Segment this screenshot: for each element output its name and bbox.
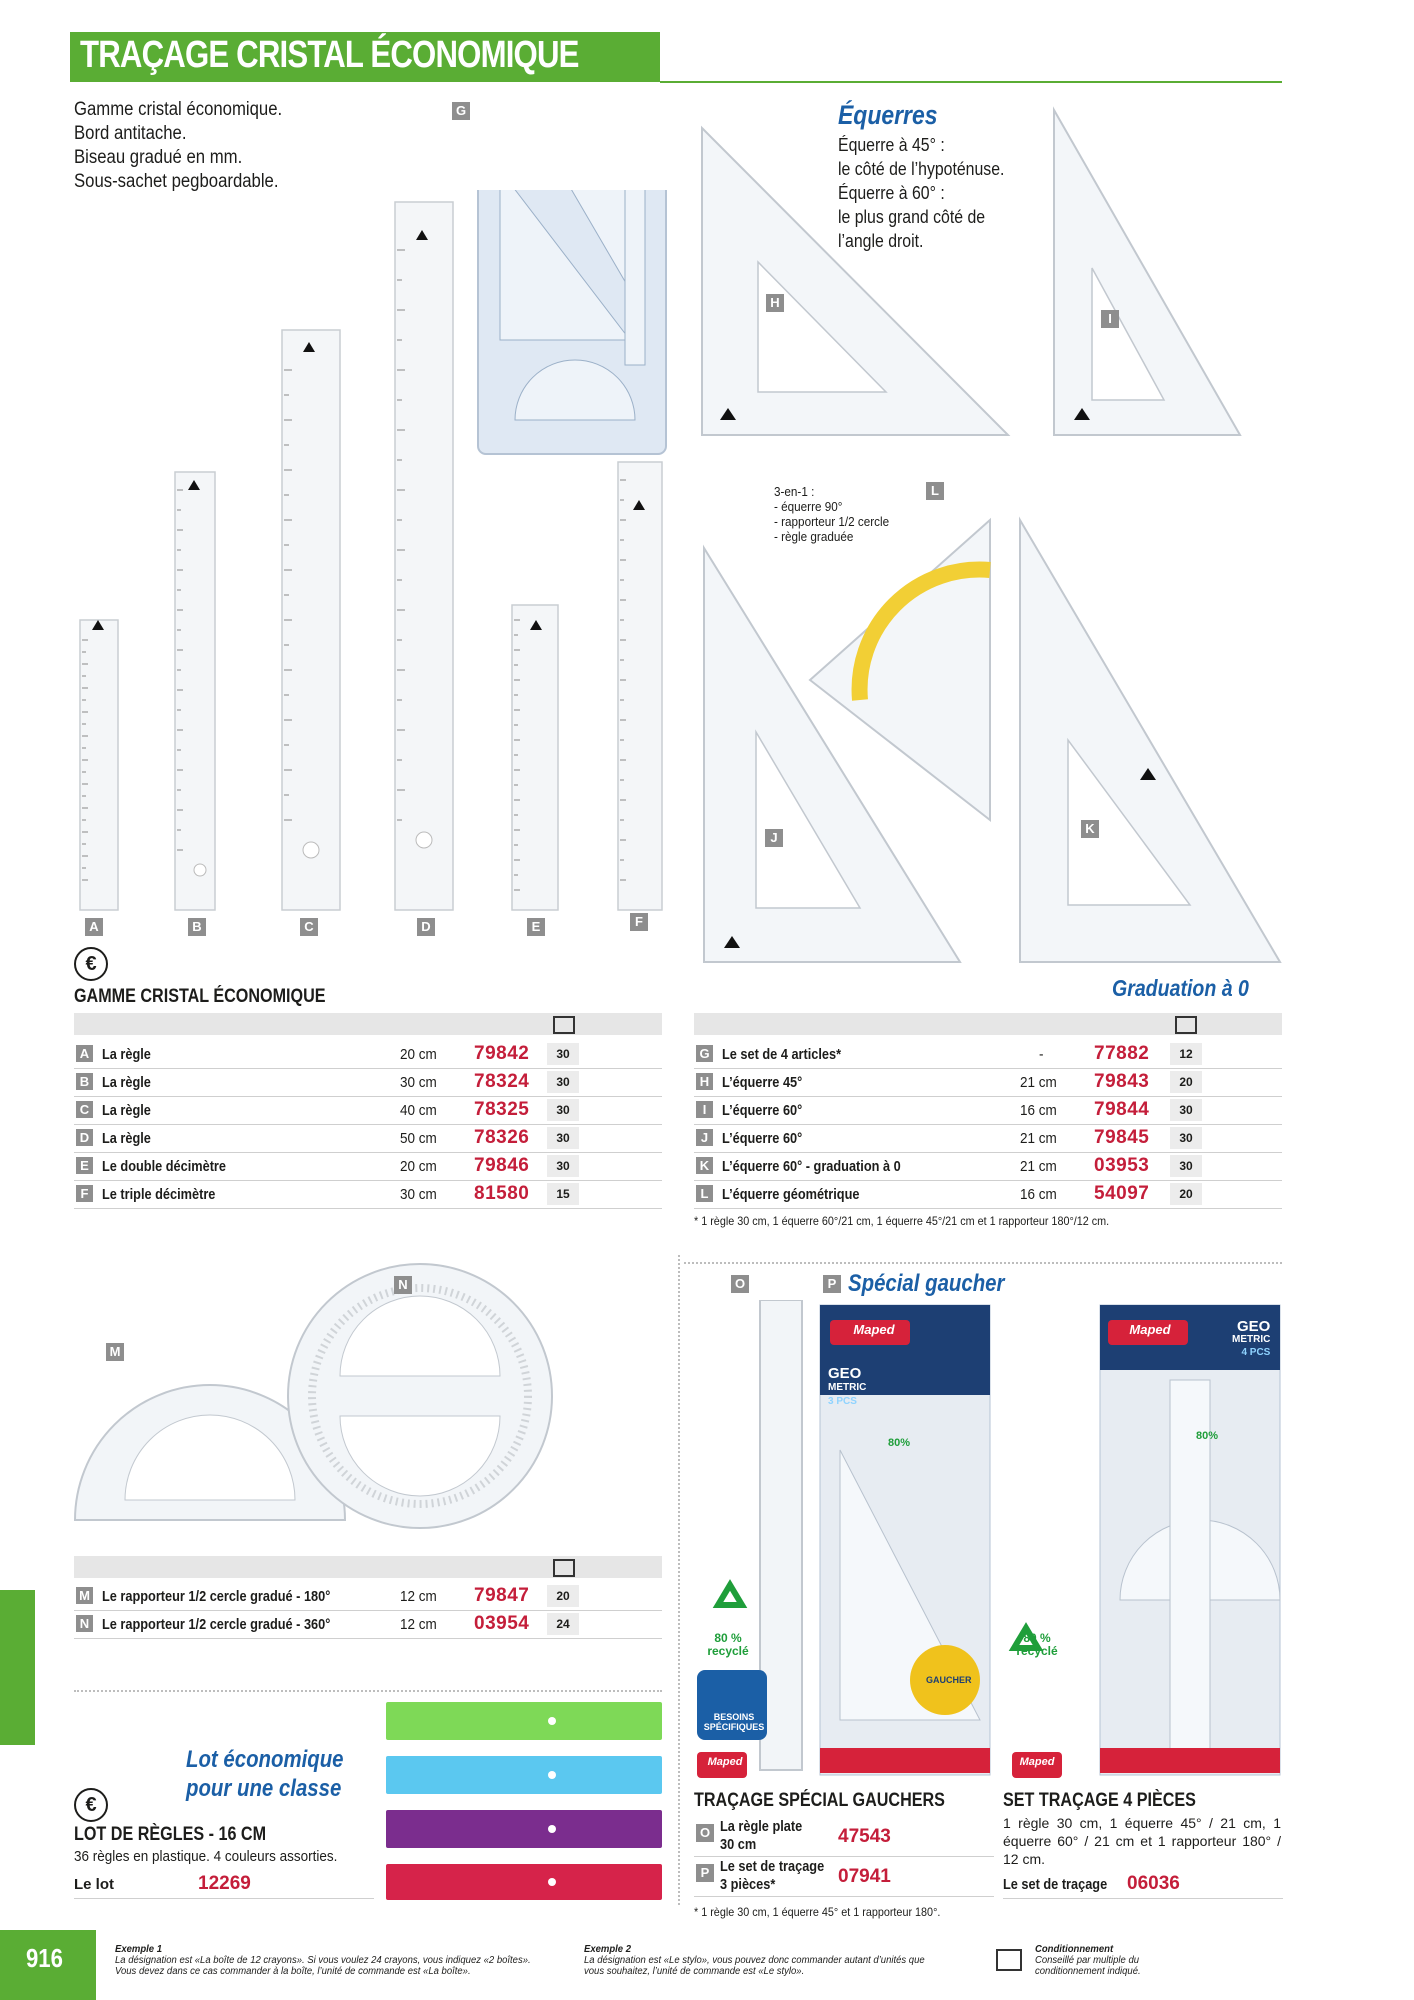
row-label: Le triple décimètre xyxy=(102,1186,216,1203)
row-size: 21 cm xyxy=(1020,1158,1057,1175)
row-label: La règle xyxy=(102,1102,151,1119)
equerres-line: l’angle droit. xyxy=(838,231,924,251)
row-size: 30 cm xyxy=(400,1074,437,1091)
pct80-badge: 80% xyxy=(1196,1430,1219,1442)
euro-icon: € xyxy=(74,947,108,981)
row-size: 21 cm xyxy=(1020,1130,1057,1147)
row-letter: M xyxy=(76,1587,93,1604)
lot-label: Le lot xyxy=(74,1876,114,1893)
intro-line: Biseau gradué en mm. xyxy=(74,147,243,168)
row-label-line: 3 pièces* xyxy=(720,1876,776,1893)
row-qty: 30 xyxy=(547,1043,579,1065)
graduation-note: * 1 règle 30 cm, 1 équerre 60°/21 cm, 1 équerre 45°/21 cm et 1 rapporteur 180°/12 cm. xyxy=(694,1214,1110,1228)
row-size: 12 cm xyxy=(400,1616,437,1633)
row-code: 79842 xyxy=(474,1043,530,1064)
rapporteurs-table xyxy=(74,1582,662,1642)
tagline-line: Lot économique xyxy=(186,1746,344,1773)
page-number: 916 xyxy=(26,1943,63,1973)
table-row xyxy=(74,1124,662,1153)
row-qty: 20 xyxy=(1170,1183,1202,1205)
equerres-desc xyxy=(838,133,1004,253)
equerres-block xyxy=(838,100,1027,253)
row-letter: G xyxy=(696,1045,713,1062)
recycle-line: 80 % xyxy=(714,1631,742,1645)
caption-line: 3-en-1 : xyxy=(774,484,815,499)
row-letter: D xyxy=(76,1129,93,1146)
recycle-line: 80 % xyxy=(1023,1631,1051,1645)
photo-label-d: D xyxy=(417,918,435,936)
footer-title: Exemple 1 xyxy=(115,1944,163,1955)
caption-line: - équerre 90° xyxy=(774,499,843,514)
gaucher-note: * 1 règle 30 cm, 1 équerre 45° et 1 rapporteur 180°. xyxy=(694,1905,941,1919)
row-size: 40 cm xyxy=(400,1102,437,1119)
ruler-e xyxy=(512,605,558,910)
row-label: La règle xyxy=(102,1074,151,1091)
row-letter: A xyxy=(76,1045,93,1062)
row-letter: P xyxy=(696,1864,714,1882)
ruler-green xyxy=(386,1702,662,1740)
pct80-badge: 80% xyxy=(888,1437,911,1449)
row-label: Le rapporteur 1/2 cercle gradué - 180° xyxy=(102,1588,331,1605)
row-letter: F xyxy=(76,1185,93,1202)
table-row xyxy=(694,1040,1282,1069)
page-title: TRAÇAGE CRISTAL ÉCONOMIQUE xyxy=(80,34,579,76)
maped-photo xyxy=(690,1300,1290,1778)
table-row xyxy=(694,1096,1282,1125)
ruler-cyan xyxy=(386,1756,662,1794)
row-size: 21 cm xyxy=(1020,1074,1057,1091)
row-code: 79844 xyxy=(1094,1099,1150,1120)
row-qty: 15 xyxy=(547,1183,579,1205)
row-letter: B xyxy=(76,1073,93,1090)
row-label: La règle xyxy=(102,1046,151,1063)
maped-logo: Maped xyxy=(707,1756,743,1768)
row-size: 12 cm xyxy=(400,1588,437,1605)
gamme-table xyxy=(74,1040,662,1210)
photo-label-k: K xyxy=(1081,820,1099,838)
photo-label-i: I xyxy=(1101,310,1119,328)
divider xyxy=(678,1255,680,1905)
row-letter: N xyxy=(76,1615,93,1632)
row-label xyxy=(720,1858,824,1894)
maped-logo: Maped xyxy=(1129,1322,1171,1337)
geo-metric-logo xyxy=(1232,1320,1270,1359)
divider xyxy=(74,1690,662,1692)
footer-example-2 xyxy=(584,1944,925,1977)
footer-example-1 xyxy=(115,1944,531,1977)
divider xyxy=(684,1262,1282,1264)
geo-line: METRIC xyxy=(828,1382,867,1393)
table-row xyxy=(74,1068,662,1097)
row-label: L’équerre 60° xyxy=(722,1130,803,1147)
row-size: 16 cm xyxy=(1020,1102,1057,1119)
gaucher-table xyxy=(694,1818,994,1898)
ruler-b xyxy=(175,472,215,910)
photo-label-b: B xyxy=(188,918,206,936)
geo-line: GEO xyxy=(1237,1318,1271,1335)
table-row xyxy=(74,1610,662,1639)
row-letter: O xyxy=(696,1824,714,1842)
maped-logo: Maped xyxy=(1019,1756,1055,1768)
rulers-photo xyxy=(60,190,680,950)
caption-line: - rapporteur 1/2 cercle xyxy=(774,514,890,529)
row-qty: 30 xyxy=(547,1127,579,1149)
row-size: - xyxy=(1039,1046,1044,1063)
row-qty: 30 xyxy=(1170,1099,1202,1121)
equerres-line: Équerre à 60° : xyxy=(838,183,945,203)
caption-line: - règle graduée xyxy=(774,529,854,544)
graduation-heading: Graduation à 0 xyxy=(1112,975,1249,1001)
row-letter: L xyxy=(696,1185,713,1202)
needs-badge xyxy=(699,1712,769,1732)
three-in-one-caption xyxy=(774,484,889,544)
table-row xyxy=(694,1858,994,1897)
photo-label-o: O xyxy=(731,1275,749,1293)
row-label: L’équerre 45° xyxy=(722,1074,803,1091)
row-code: 03953 xyxy=(1094,1155,1150,1176)
photo-label-c: C xyxy=(300,918,318,936)
row-size: 20 cm xyxy=(400,1158,437,1175)
row-code: 79847 xyxy=(474,1585,530,1606)
table-row xyxy=(74,1180,662,1209)
row-label: Le double décimètre xyxy=(102,1158,226,1175)
ruler-red xyxy=(386,1864,662,1900)
row-code: 78325 xyxy=(474,1099,530,1120)
footer-line: conditionnement indiqué. xyxy=(1035,1966,1141,1977)
footer-line: Conseillé par multiple du xyxy=(1035,1955,1140,1966)
row-label: Le rapporteur 1/2 cercle gradué - 360° xyxy=(102,1616,331,1633)
recycle-badge xyxy=(703,1632,753,1658)
gamme-title: GAMME CRISTAL ÉCONOMIQUE xyxy=(74,986,326,1007)
row-letter: C xyxy=(76,1101,93,1118)
footer-line: La désignation est «La boîte de 12 crayons». Si vous voulez 24 crayons, vous indiquez «2 boîtes». xyxy=(115,1955,531,1966)
row-code: 77882 xyxy=(1094,1043,1150,1064)
gaucher-title: TRAÇAGE SPÉCIAL GAUCHERS xyxy=(694,1790,945,1811)
pack-icon xyxy=(553,1016,575,1034)
tagline-line: pour une classe xyxy=(186,1775,342,1802)
row-label: La règle xyxy=(102,1130,151,1147)
recycle-line: recyclé xyxy=(1016,1644,1058,1658)
lot-code: 12269 xyxy=(198,1873,251,1894)
pack-icon xyxy=(553,1559,575,1577)
equerres-heading: Équerres xyxy=(838,100,938,130)
row-letter: J xyxy=(696,1129,713,1146)
geo-metric-logo xyxy=(828,1367,866,1409)
set4-desc: 1 règle 30 cm, 1 équerre 45° / 21 cm, 1 équerre 60° / 21 cm et 1 rapporteur 180° / 12 cm. xyxy=(1003,1815,1281,1867)
table-row xyxy=(694,1180,1282,1209)
table-row xyxy=(694,1068,1282,1097)
table-row xyxy=(694,1152,1282,1181)
row-code: 07941 xyxy=(838,1866,891,1887)
row-code: 81580 xyxy=(474,1183,530,1204)
row-label: L’équerre 60° xyxy=(722,1102,803,1119)
needs-line: SPÉCIFIQUES xyxy=(703,1722,765,1732)
photo-label-f: F xyxy=(630,913,648,931)
row-label-line: La règle plate xyxy=(720,1818,803,1835)
row-code: 54097 xyxy=(1094,1183,1150,1204)
equerres-line: Équerre à 45° : xyxy=(838,135,945,155)
row-qty: 30 xyxy=(547,1155,579,1177)
table-row xyxy=(74,1040,662,1069)
row-code: 47543 xyxy=(838,1826,891,1847)
row-letter: H xyxy=(696,1073,713,1090)
row-size: 16 cm xyxy=(1020,1186,1057,1203)
set4-row xyxy=(1003,1868,1283,1899)
colored-rulers-photo xyxy=(384,1700,664,1900)
row-code: 78324 xyxy=(474,1071,530,1092)
intro-line: Gamme cristal économique. xyxy=(74,99,283,120)
geo-line: METRIC xyxy=(1232,1334,1271,1345)
row-letter: K xyxy=(696,1157,713,1174)
row-label: L’équerre géométrique xyxy=(722,1186,860,1203)
row-qty: 30 xyxy=(547,1071,579,1093)
row-qty: 12 xyxy=(1170,1043,1202,1065)
row-qty: 20 xyxy=(1170,1071,1202,1093)
row-label-line: Le set de traçage xyxy=(720,1858,825,1875)
row-letter: I xyxy=(696,1101,713,1118)
row-qty: 30 xyxy=(547,1099,579,1121)
pcs-label: 3 PCS xyxy=(828,1396,857,1407)
intro-line: Bord antitache. xyxy=(74,123,187,144)
table-row xyxy=(694,1124,1282,1153)
euro-icon: € xyxy=(74,1788,108,1822)
side-tab xyxy=(0,1590,35,1745)
lot-title: LOT DE RÈGLES - 16 CM xyxy=(74,1824,267,1845)
lot-tagline xyxy=(186,1745,344,1803)
footer-title: Exemple 2 xyxy=(584,1944,632,1955)
title-rule xyxy=(660,81,1282,83)
row-qty: 24 xyxy=(547,1613,579,1635)
lot-row xyxy=(74,1868,374,1899)
table-row xyxy=(74,1096,662,1125)
photo-label-g: G xyxy=(452,102,470,120)
set4-code: 06036 xyxy=(1127,1873,1180,1894)
photo-label-l: L xyxy=(926,482,944,500)
row-label xyxy=(720,1818,802,1854)
row-code: 03954 xyxy=(474,1613,530,1634)
row-code: 79845 xyxy=(1094,1127,1150,1148)
row-qty: 20 xyxy=(547,1585,579,1607)
geo-line: GEO xyxy=(828,1365,862,1382)
equerres-line: le côté de l’hypoténuse. xyxy=(838,159,1005,179)
graduation-table xyxy=(694,1040,1282,1210)
row-code: 78326 xyxy=(474,1127,530,1148)
set4-title: SET TRAÇAGE 4 PIÈCES xyxy=(1003,1790,1196,1811)
row-size: 20 cm xyxy=(400,1046,437,1063)
row-size: 50 cm xyxy=(400,1130,437,1147)
row-label-line: 30 cm xyxy=(720,1836,757,1853)
ruler-purple xyxy=(386,1810,662,1848)
needs-line: BESOINS xyxy=(713,1712,755,1722)
footer-line: Vous devez dans ce cas commander à la boîte, l’unité de commande est «La boîte». xyxy=(115,1966,471,1977)
row-size: 30 cm xyxy=(400,1186,437,1203)
row-qty: 30 xyxy=(1170,1127,1202,1149)
row-letter: E xyxy=(76,1157,93,1174)
row-label: L’équerre 60° - graduation à 0 xyxy=(722,1158,901,1175)
row-code: 79846 xyxy=(474,1155,530,1176)
photo-label-h: H xyxy=(766,294,784,312)
gaucher-badge: GAUCHER xyxy=(926,1675,972,1685)
photo-label-m: M xyxy=(106,1343,124,1361)
row-code: 79843 xyxy=(1094,1071,1150,1092)
photo-label-e: E xyxy=(527,918,545,936)
photo-label-n: N xyxy=(394,1276,412,1294)
recycle-badge xyxy=(1012,1632,1062,1658)
table-row xyxy=(74,1582,662,1611)
intro-line: Sous-sachet pegboardable. xyxy=(74,171,279,192)
maped-logo: Maped xyxy=(853,1322,895,1337)
pack-icon xyxy=(1175,1016,1197,1034)
footer-title: Conditionnement xyxy=(1035,1944,1114,1955)
photo-label-p: P xyxy=(823,1275,841,1293)
row-label: Le set de 4 articles* xyxy=(722,1046,842,1063)
photo-label-a: A xyxy=(85,918,103,936)
recycle-line: recyclé xyxy=(707,1644,749,1658)
intro-text xyxy=(74,98,282,194)
set4-label: Le set de traçage xyxy=(1003,1876,1108,1893)
footer-line: La désignation est «Le stylo», vous pouvez donc commander autant d’unités que xyxy=(584,1955,925,1966)
pcs-label: 4 PCS xyxy=(1241,1347,1271,1358)
equerres-line: le plus grand côté de xyxy=(838,207,986,227)
photo-label-j: J xyxy=(765,829,783,847)
table-row xyxy=(694,1818,994,1857)
gaucher-heading: Spécial gaucher xyxy=(848,1270,1005,1297)
ruler-f xyxy=(618,462,662,910)
lot-desc: 36 règles en plastique. 4 couleurs assorties. xyxy=(74,1848,338,1865)
protractors-photo xyxy=(70,1260,670,1540)
footer-conditionnement xyxy=(1035,1944,1141,1977)
ruler-d xyxy=(395,202,453,910)
footer-line: vous souhaitez, l’unité de commande est «Le stylo». xyxy=(584,1966,805,1977)
pack-icon xyxy=(996,1949,1022,1971)
table-row xyxy=(74,1152,662,1181)
row-qty: 30 xyxy=(1170,1155,1202,1177)
